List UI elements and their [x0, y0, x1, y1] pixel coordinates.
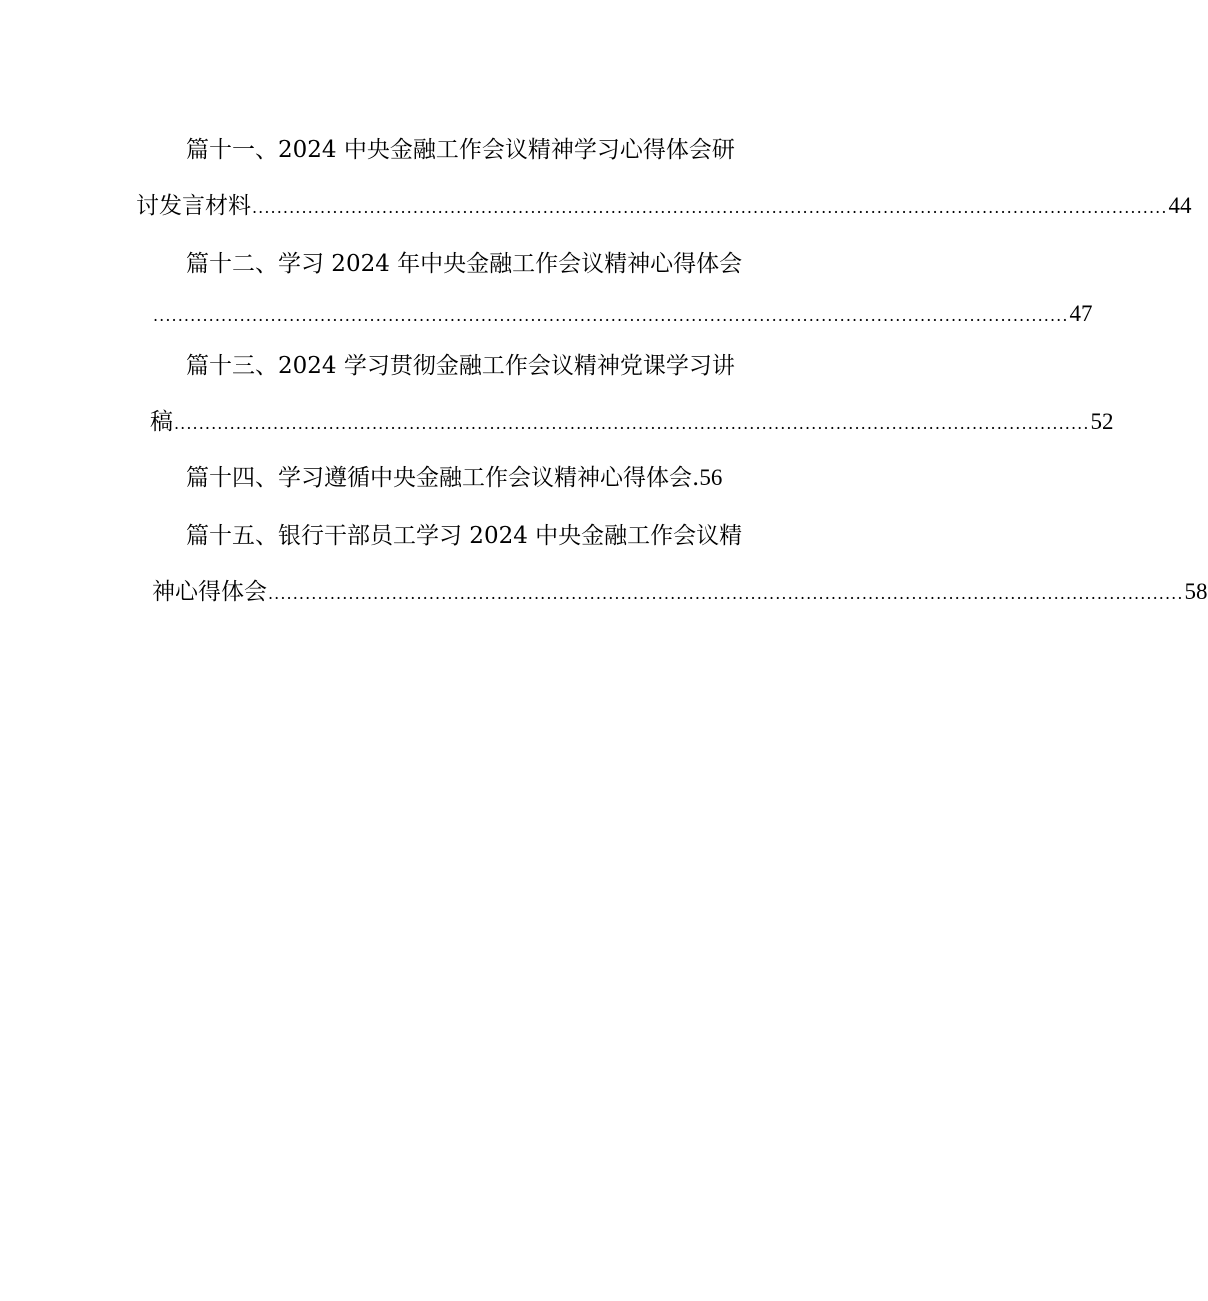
toc-leader-dots: . [692, 465, 700, 491]
toc-leader-dots: .................................................................................................................................................... [268, 584, 1184, 603]
toc-entry-13-line2[interactable] [150, 404, 1114, 440]
toc-entry-14-line1[interactable] [186, 460, 746, 496]
toc-entry-11-line1[interactable] [186, 132, 746, 168]
toc-entry-12-line1[interactable] [186, 246, 746, 282]
toc-page-number: 44 [1168, 193, 1192, 218]
toc-entry-title: 篇十一、2024 中央金融工作会议精神学习心得体会研 [186, 137, 735, 163]
toc-page-number: 58 [1184, 579, 1208, 604]
toc-entry-title-cont: 讨发言材料 [136, 193, 251, 219]
toc-leader-dots: .................................................................................................................................................... [252, 198, 1168, 217]
toc-entry-15-line1[interactable] [186, 518, 746, 554]
toc-leader-dots: .................................................................................................................................................... [153, 306, 1069, 325]
toc-page-number: 47 [1069, 301, 1093, 326]
toc-entry-title: 篇十五、银行干部员工学习 2024 中央金融工作会议精 [186, 523, 743, 549]
toc-entry-title: 篇十四、学习遵循中央金融工作会议精神心得体会 [186, 465, 692, 491]
toc-page-number: 52 [1090, 409, 1114, 434]
toc-entry-11-line2[interactable] [136, 188, 1192, 224]
toc-entry-title: 篇十二、学习 2024 年中央金融工作会议精神心得体会 [186, 251, 743, 277]
toc-entry-title-cont: 稿 [150, 409, 173, 435]
toc-entry-title-cont: 神心得体会 [152, 579, 267, 605]
toc-page-number: 56 [699, 465, 723, 490]
toc-entry-15-line2[interactable] [152, 574, 1208, 610]
toc-entry-title: 篇十三、2024 学习贯彻金融工作会议精神党课学习讲 [186, 353, 735, 379]
toc-leader-dots: .................................................................................................................................................... [174, 414, 1090, 433]
toc-entry-13-line1[interactable] [186, 348, 746, 384]
toc-entry-12-line2[interactable] [152, 296, 1093, 332]
